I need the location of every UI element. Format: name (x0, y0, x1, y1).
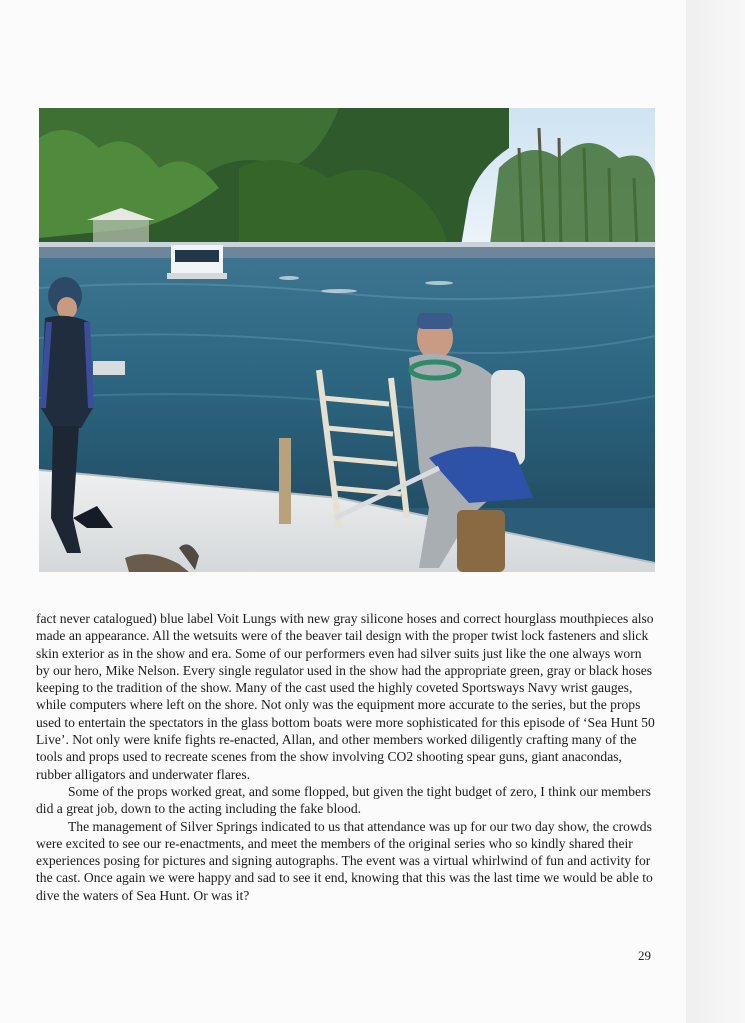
page-number: 29 (638, 948, 651, 963)
article-body (36, 610, 656, 904)
paragraph-2: Some of the props worked great, and some flopped, but given the tight budget of zero, I think our members did a great job, down to the acting including the fake blood. (36, 783, 651, 817)
paragraph-3: The management of Silver Springs indicated to us that attendance was up for our two day show, the crowds were excited to see our re-enactments, and meet the members of the original series who so kindly shared their experiences posing for pictures and signing autographs. The event was a virtual whirlwind of fun and activity for the cast. Once again we were happy and sad to see it end, knowing that this was the last time we would be able to dive the waters of Sea Hunt. Or was it? (36, 818, 653, 903)
adjacent-page-edge (686, 0, 745, 1023)
paragraph-1: fact never catalogued) blue label Voit Lungs with new gray silicone hoses and correct hourglass mouthpieces also made an appearance. All the wetsuits were of the beaver tail design with the proper twist lock fasteners and slick skin exterior as in the show and era. Some of our performers even had silver suits just like the one always worn by our hero, Mike Nelson. Every single regulator used in the show had the appropriate green, gray or black hoses keeping to the tradition of the show. Many of the cast used the highly coveted Sportsways Navy wrist gauges, while computers where left on the shore. Not only was the equipment more accurate to the series, but the props used to entertain the spectators in the glass bottom boats were more sophisticated for this episode of ‘Sea Hunt 50 Live’. Not only were knife fights re-enacted, Allan, and other members worked diligently crafting many of the tools and props used to recreate scenes from the show involving CO2 shooting spear guns, giant anacondas, rubber alligators and underwater flares. (36, 611, 655, 782)
photo-divers-at-spring (39, 108, 655, 572)
